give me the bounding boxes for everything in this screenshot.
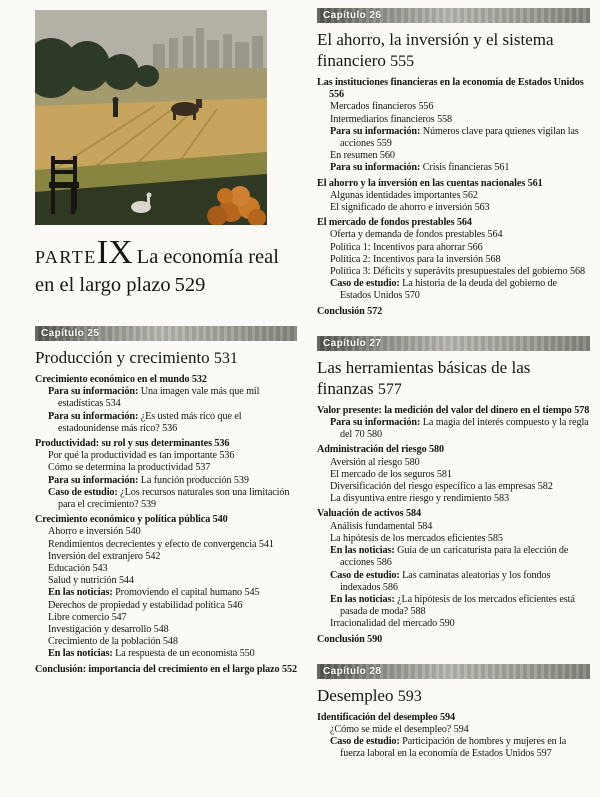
toc-entry bbox=[317, 736, 590, 760]
toc-entry-page: 544 bbox=[118, 575, 134, 587]
toc-entry-text: Guía de un caricaturista para la elección de acciones bbox=[340, 545, 569, 569]
part-illustration-farm-painting bbox=[35, 10, 267, 225]
chapter-title-text: Desempleo bbox=[317, 685, 394, 705]
toc-entry-text: La magia del interés compuesto y la regla del 70 bbox=[340, 417, 589, 441]
toc-entry-page: 564 bbox=[487, 229, 503, 241]
chapter-title bbox=[35, 347, 297, 369]
toc-entry-page: 585 bbox=[487, 532, 503, 544]
toc-entry-text: La función producción bbox=[140, 474, 232, 486]
chapter-title bbox=[317, 685, 590, 707]
toc-entry bbox=[317, 724, 590, 736]
toc-entry-page: 586 bbox=[376, 557, 392, 569]
toc-entry bbox=[317, 202, 590, 214]
toc-entry-page: 582 bbox=[537, 481, 553, 493]
toc-entry bbox=[317, 150, 590, 162]
toc-entry bbox=[317, 712, 590, 724]
toc-entry bbox=[317, 594, 590, 618]
toc-entry-page: 540 bbox=[212, 514, 228, 526]
chapter-header-label: Capítulo 25 bbox=[41, 328, 100, 339]
toc-entry-page: 562 bbox=[462, 189, 478, 201]
toc-entry bbox=[317, 570, 590, 594]
toc-entry-text: Cómo se determina la productividad bbox=[48, 462, 193, 474]
toc-entry-text: Diversificación del riesgo específico a las empresas bbox=[330, 481, 536, 493]
toc-entry bbox=[317, 306, 590, 318]
toc-entry-prefix: Para su información: bbox=[48, 386, 139, 398]
toc-entry-prefix: Para su información: bbox=[330, 417, 421, 429]
toc-entry-text: Aversión al riesgo bbox=[330, 456, 403, 468]
toc-entry-text: Algunas identidades importantes bbox=[330, 189, 461, 201]
toc-entry-page: 580 bbox=[367, 429, 383, 441]
part-numeral: IX bbox=[96, 234, 133, 271]
toc-entry-page: 552 bbox=[281, 663, 297, 675]
toc-entry bbox=[317, 229, 590, 241]
toc-entry bbox=[317, 217, 590, 229]
chapter-section bbox=[317, 336, 590, 646]
toc-entry-text: Libre comercio bbox=[48, 611, 110, 623]
toc-entry-page: 581 bbox=[436, 468, 452, 480]
toc-entry bbox=[35, 450, 297, 462]
chapter-header-label: Capítulo 26 bbox=[323, 10, 382, 21]
toc-entry-text: Las instituciones financieras en la economía de Estados Unidos bbox=[317, 77, 584, 88]
chapter-title bbox=[317, 357, 590, 400]
toc-entry-page: 590 bbox=[439, 618, 455, 630]
toc-entry-page: 563 bbox=[474, 202, 490, 214]
chapter-section bbox=[317, 8, 590, 318]
toc-entry-page: 594 bbox=[440, 711, 456, 723]
toc-entry bbox=[35, 575, 297, 587]
toc-entries bbox=[317, 712, 590, 761]
toc-entry-prefix: Para su información: bbox=[330, 125, 421, 137]
toc-entry-prefix: En las noticias: bbox=[330, 545, 395, 557]
toc-entry-page: 561 bbox=[494, 162, 510, 174]
toc-entry-page: 568 bbox=[569, 266, 585, 278]
toc-entry-prefix: Caso de estudio: bbox=[330, 569, 400, 581]
toc-entry-page: 568 bbox=[485, 253, 501, 265]
toc-entry bbox=[317, 508, 590, 520]
toc-entry bbox=[317, 469, 590, 481]
toc-entry-page: 584 bbox=[417, 520, 433, 532]
toc-entry-page: 545 bbox=[244, 587, 260, 599]
chapter-page-number: 593 bbox=[397, 687, 422, 705]
toc-entry-text: La respuesta de un economista bbox=[115, 648, 238, 660]
toc-entry-text: El mercado de fondos prestables bbox=[317, 217, 455, 229]
toc-entry bbox=[35, 636, 297, 648]
toc-entry bbox=[317, 417, 590, 441]
toc-entry-text: En resumen bbox=[330, 150, 378, 162]
chapter-section bbox=[317, 664, 590, 761]
toc-entry-page: 570 bbox=[404, 290, 420, 302]
toc-entry-text: Conclusión: importancia del crecimiento en el largo plazo bbox=[35, 663, 280, 675]
toc-entry-text: Oferta y demanda de fondos prestables bbox=[330, 229, 485, 241]
toc-entry-page: 537 bbox=[195, 462, 211, 474]
chapter-header-bar bbox=[35, 326, 297, 341]
toc-entries bbox=[317, 405, 590, 646]
toc-entry bbox=[35, 438, 297, 450]
toc-entry-text: Participación de hombres y mujeres en la fuerza laboral en la economía de Estados Unidos bbox=[340, 736, 567, 760]
chapter-header-bar bbox=[317, 336, 590, 351]
toc-entry-page: 594 bbox=[453, 723, 469, 735]
toc-entry-text: La historia de la deuda del gobierno de Estados Unidos bbox=[340, 278, 557, 302]
toc-entry-text: Números clave para quienes vigilan las acciones bbox=[340, 125, 579, 150]
toc-entry-page: 578 bbox=[574, 404, 590, 416]
toc-entry-page: 536 bbox=[214, 438, 230, 450]
toc-entry bbox=[317, 101, 590, 113]
toc-entries bbox=[35, 374, 297, 676]
toc-entry-text: Inversión del extranjero bbox=[48, 550, 143, 562]
toc-entry-page: 547 bbox=[111, 611, 127, 623]
toc-entry bbox=[317, 618, 590, 630]
toc-entry-prefix: Caso de estudio: bbox=[48, 486, 118, 498]
left-column bbox=[35, 10, 297, 676]
toc-entry bbox=[317, 266, 590, 278]
toc-entry-text: Educación bbox=[48, 563, 91, 575]
toc-entry bbox=[35, 600, 297, 612]
toc-entry bbox=[35, 648, 297, 660]
toc-entry bbox=[317, 278, 590, 302]
toc-entry bbox=[317, 190, 590, 202]
toc-entry-prefix: En las noticias: bbox=[48, 648, 113, 660]
toc-entry bbox=[317, 481, 590, 493]
toc-entry-page: 590 bbox=[367, 633, 383, 645]
toc-entry-text: Identificación del desempleo bbox=[317, 711, 438, 723]
toc-entry bbox=[35, 514, 297, 526]
toc-entry-page: 543 bbox=[92, 563, 108, 575]
chapter-header-bar bbox=[317, 664, 590, 679]
toc-entry-page: 580 bbox=[429, 444, 444, 456]
toc-entry-text: ¿Los recursos naturales son una limitación para el crecimiento? bbox=[58, 486, 290, 511]
toc-entry-text: El ahorro y la inversión en las cuentas nacionales bbox=[317, 177, 526, 189]
chapter-header-label: Capítulo 28 bbox=[323, 665, 382, 677]
toc-entry-text: Conclusión bbox=[317, 633, 365, 645]
toc-entry bbox=[35, 612, 297, 624]
toc-entry-text: Una imagen vale más que mil estadísticas bbox=[58, 386, 260, 410]
toc-entry bbox=[35, 539, 297, 551]
toc-entry-page: 534 bbox=[105, 398, 121, 410]
toc-entry-page: 539 bbox=[233, 474, 249, 486]
toc-entry-page: 558 bbox=[437, 113, 453, 125]
toc-entry-text: Investigación y desarrollo bbox=[48, 624, 152, 636]
toc-entry-prefix: Para su información: bbox=[330, 162, 421, 174]
toc-entry-text: Valuación de activos bbox=[317, 508, 404, 520]
toc-entry-text: Intermediarios financieros bbox=[330, 113, 435, 125]
toc-entry-page: 536 bbox=[162, 422, 178, 434]
toc-entry bbox=[35, 386, 297, 410]
toc-entry-page: 561 bbox=[527, 177, 543, 189]
toc-entry bbox=[317, 457, 590, 469]
toc-entry-text: Valor presente: la medición del valor del dinero en el tiempo bbox=[317, 404, 572, 416]
chapter-header-label: Capítulo 27 bbox=[323, 337, 382, 349]
toc-entry bbox=[317, 126, 590, 150]
toc-entry-text: Promoviendo el capital humano bbox=[115, 587, 243, 599]
chapter-title bbox=[317, 29, 590, 72]
toc-entry-page: 586 bbox=[382, 581, 398, 593]
toc-entry-text: Política 3: Déficits y superávits presupuestales del gobierno bbox=[330, 266, 568, 278]
chapter-title-text: Producción y crecimiento bbox=[35, 348, 210, 367]
toc-entry-page: 572 bbox=[367, 305, 383, 317]
toc-entry-text: Las caminatas aleatorias y los fondos indexados bbox=[340, 569, 551, 593]
toc-entry bbox=[317, 533, 590, 545]
toc-entry-text: La disyuntiva entre riesgo y rendimiento bbox=[330, 493, 492, 505]
part-label: PARTE bbox=[35, 247, 97, 267]
toc-entry bbox=[317, 493, 590, 505]
toc-entry bbox=[317, 162, 590, 174]
toc-entry-page: 559 bbox=[376, 138, 392, 150]
toc-entry-text: Crecimiento de la población bbox=[48, 636, 161, 648]
chapter-page-number: 577 bbox=[377, 380, 402, 398]
toc-entry bbox=[35, 664, 297, 676]
toc-entry-page: 556 bbox=[418, 101, 434, 113]
toc-entry bbox=[317, 634, 590, 646]
toc-entry-page: 564 bbox=[456, 217, 472, 229]
toc-entry-prefix: Caso de estudio: bbox=[330, 736, 400, 748]
toc-entry bbox=[317, 254, 590, 266]
farmer-figure bbox=[113, 97, 119, 117]
toc-entry-text: Rendimientos decrecientes y efecto de convergencia bbox=[48, 538, 257, 550]
toc-entry bbox=[35, 624, 297, 636]
chapter-page-number: 531 bbox=[213, 350, 238, 367]
toc-entry-text: Ahorro e inversión bbox=[48, 526, 124, 538]
toc-entry-page: 532 bbox=[191, 374, 207, 385]
toc-entry-page: 548 bbox=[162, 636, 178, 648]
toc-entry-page: 588 bbox=[410, 606, 426, 618]
toc-entry-text: Salud y nutrición bbox=[48, 575, 117, 587]
toc-entry bbox=[35, 411, 297, 435]
toc-entry-text: Crisis financieras bbox=[422, 162, 492, 174]
toc-entry-page: 580 bbox=[404, 456, 420, 468]
toc-entry bbox=[35, 374, 297, 386]
toc-entry-text: El significado de ahorro e inversión bbox=[330, 202, 473, 214]
toc-entry bbox=[35, 487, 297, 511]
toc-entry-text: Administración del riesgo bbox=[317, 444, 427, 456]
chapter-page-number: 555 bbox=[390, 53, 415, 70]
toc-entry-page: 584 bbox=[405, 508, 421, 520]
toc-entry-text: Por qué la productividad es tan importante bbox=[48, 450, 217, 462]
toc-entry-text: Crecimiento económico y política pública bbox=[35, 514, 211, 526]
toc-entry-page: 540 bbox=[125, 526, 141, 538]
toc-entry-prefix: Para su información: bbox=[48, 410, 139, 422]
chapter-section bbox=[35, 326, 297, 676]
toc-entry bbox=[35, 563, 297, 575]
toc-entry-prefix: En las noticias: bbox=[48, 587, 113, 599]
toc-entry-page: 542 bbox=[145, 550, 161, 562]
toc-entry bbox=[35, 551, 297, 563]
toc-entry-text: El mercado de los seguros bbox=[330, 468, 435, 480]
toc-entry-text: Análisis fundamental bbox=[330, 520, 415, 532]
toc-entry bbox=[317, 444, 590, 456]
toc-entry-text: ¿La hipótesis de los mercados eficientes está pasada de moda? bbox=[340, 593, 575, 618]
toc-entry-page: 560 bbox=[379, 150, 395, 162]
toc-entry-page: 536 bbox=[219, 450, 235, 462]
chapter-title-text: El ahorro, la inversión y el sistema financiero bbox=[317, 30, 554, 70]
part-title: La economía real en el largo plazo bbox=[35, 246, 279, 296]
toc-entry bbox=[317, 521, 590, 533]
toc-entry-page: 539 bbox=[141, 499, 157, 511]
toc-entry-page: 556 bbox=[329, 89, 344, 101]
toc-entries bbox=[317, 77, 590, 318]
toc-entry-text: Productividad: su rol y sus determinantes bbox=[35, 438, 212, 450]
toc-entry bbox=[317, 242, 590, 254]
toc-entry-text: Derechos de propiedad y estabilidad política bbox=[48, 599, 225, 611]
toc-entry-page: 566 bbox=[467, 241, 483, 253]
chapter-title-text: Las herramientas básicas de las finanzas bbox=[317, 357, 531, 398]
right-column bbox=[317, 8, 590, 761]
toc-entry-text: Irracionalidad del mercado bbox=[330, 618, 438, 630]
chapter-header-bar bbox=[317, 8, 590, 23]
toc-entry bbox=[35, 526, 297, 538]
part-heading bbox=[35, 234, 297, 300]
toc-entry bbox=[317, 114, 590, 126]
part-page: 529 bbox=[174, 274, 206, 296]
toc-entry-page: 548 bbox=[153, 624, 169, 636]
toc-entry-page: 583 bbox=[493, 493, 509, 505]
toc-entry-text: Mercados financieros bbox=[330, 101, 416, 113]
toc-entry-page: 546 bbox=[227, 599, 243, 611]
toc-entry-text: La hipótesis de los mercados eficientes bbox=[330, 532, 486, 544]
toc-entry-text: Crecimiento económico en el mundo bbox=[35, 374, 190, 385]
toc-entry-text: Política 1: Incentivos para ahorrar bbox=[330, 241, 466, 253]
toc-entry-prefix: En las noticias: bbox=[330, 593, 395, 605]
toc-entry bbox=[317, 178, 590, 190]
toc-entry-prefix: Caso de estudio: bbox=[330, 278, 400, 290]
toc-entry-page: 597 bbox=[536, 748, 552, 760]
toc-entry bbox=[317, 77, 590, 101]
toc-entry-page: 550 bbox=[239, 648, 255, 660]
toc-entry-text: Conclusión bbox=[317, 305, 365, 317]
toc-entry-text: ¿Cómo se mide el desempleo? bbox=[330, 723, 452, 735]
toc-entry-page: 541 bbox=[258, 538, 274, 550]
toc-entry bbox=[35, 587, 297, 599]
toc-entry-text: Política 2: Incentivos para la inversión bbox=[330, 253, 484, 265]
toc-entry bbox=[35, 462, 297, 474]
toc-entry-prefix: Para su información: bbox=[48, 474, 139, 486]
toc-entry bbox=[317, 405, 590, 417]
toc-entry-text: ¿Es usted más rico que el estadounidense más rico? bbox=[58, 410, 242, 434]
toc-entry bbox=[317, 545, 590, 569]
toc-entry bbox=[35, 475, 297, 487]
